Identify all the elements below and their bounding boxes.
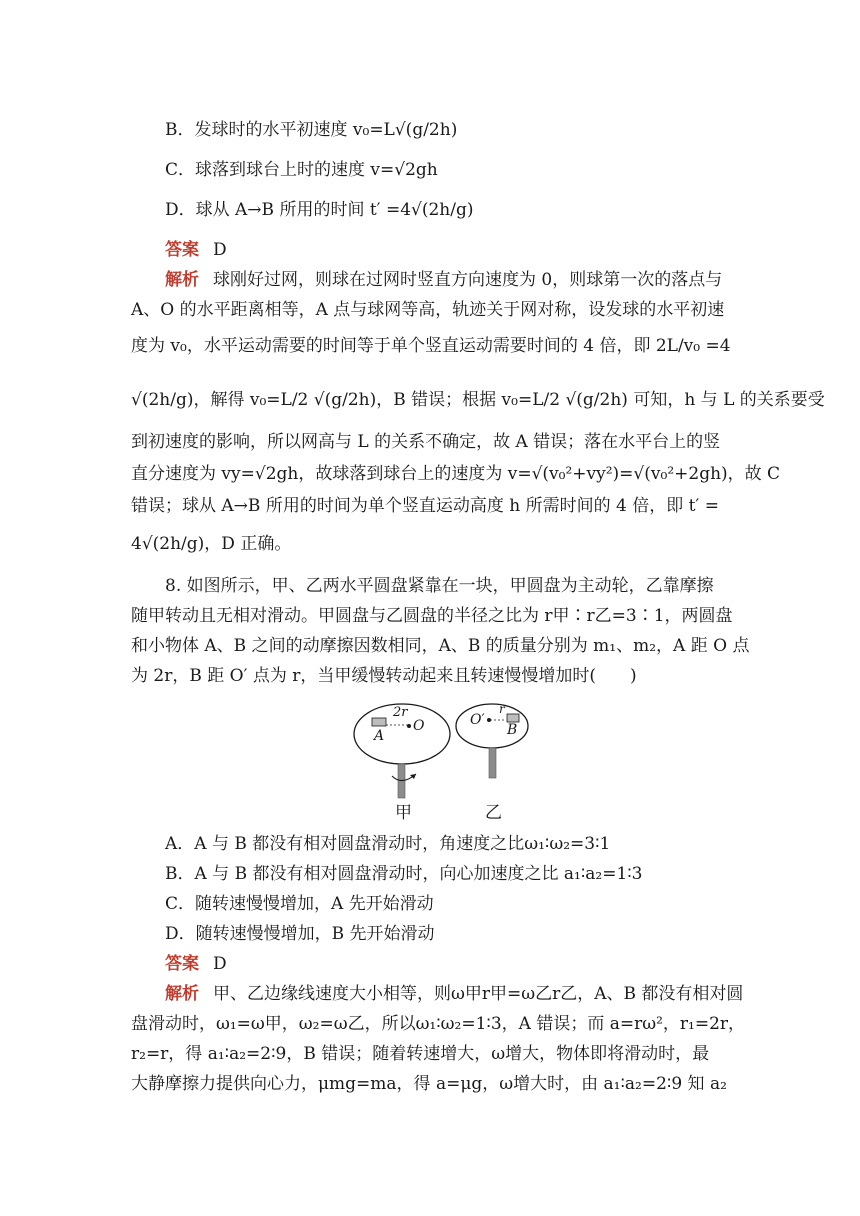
center-o: [407, 724, 411, 728]
answer-label: 答案: [165, 240, 199, 260]
q7-analysis-line-6: 直分速度为 vy=√2gh，故球落到球台上的速度为 v=√(v₀²+vy²)=√(v₀²+2gh)，故 C: [131, 464, 781, 484]
disks-figure: [350, 698, 540, 823]
q8-option-c: C．随转速慢慢增加，A 先开始滑动: [165, 894, 434, 914]
center-o-prime: [487, 718, 491, 722]
q7-option-c: C．球落到球台上时的速度 v=√2gh: [165, 160, 438, 180]
caption-yi: 乙: [485, 803, 502, 823]
analysis-label: 解析: [165, 984, 199, 1004]
q7-analysis-line-3: 度为 v₀，水平运动需要的时间等于单个竖直运动需要时间的 4 倍，即 2L/v₀ =4: [131, 336, 731, 356]
answer-value: D: [213, 240, 227, 260]
q7-answer-row: [165, 238, 227, 262]
disks-diagram: [350, 698, 540, 818]
q8-analysis-line-1: 解析 甲、乙边缘线速度大小相等，则ω甲r甲=ω乙r乙，A、B 都没有相对圆: [165, 984, 744, 1004]
q8-analysis-line-4: 大静摩擦力提供向心力，μmg=ma，得 a=μg，ω增大时，由 a₁∶a₂=2∶9 知 a₂: [131, 1074, 727, 1094]
q7-option-b: B．发球时的水平初速度 v₀=L√(g/2h): [165, 120, 458, 140]
q7-analysis-line-7: 错误；球从 A→B 所用的时间为单个竖直运动高度 h 所需时间的 4 倍，即 t′ =: [131, 496, 719, 516]
block-a: [372, 718, 386, 726]
q7-analysis-line-8: 4√(2h/g)，D 正确。: [131, 534, 292, 554]
answer-value: D: [213, 954, 227, 974]
q8-option-a: A．A 与 B 都没有相对圆盘滑动时，角速度之比ω₁∶ω₂=3∶1: [165, 834, 611, 854]
q8-option-b: B．A 与 B 都没有相对圆盘滑动时，向心加速度之比 a₁∶a₂=1∶3: [165, 864, 643, 884]
q8-stem-line-1: 8. 如图所示，甲、乙两水平圆盘紧靠在一块，甲圆盘为主动轮，乙靠摩擦: [165, 576, 714, 596]
q8-option-d: D．随转速慢慢增加，B 先开始滑动: [165, 924, 435, 944]
caption-jia: 甲: [395, 803, 412, 823]
q7-analysis-line-5: 到初速度的影响，所以网高与 L 的关系不确定，故 A 错误；落在水平台上的竖: [131, 432, 721, 452]
q7-analysis-line-1: 解析 球刚好过网，则球在过网时竖直方向速度为 0，则球第一次的落点与: [165, 270, 723, 290]
q8-stem-line-2: 随甲转动且无相对滑动。甲圆盘与乙圆盘的半径之比为 r甲∶r乙=3∶1，两圆盘: [131, 606, 733, 626]
label-r: r: [499, 702, 505, 716]
q8-answer-row: [165, 952, 227, 976]
answer-label: 答案: [165, 954, 199, 974]
q8-analysis-line-3: r₂=r，得 a₁∶a₂=2∶9，B 错误；随着转速增大，ω增大，物体即将滑动时，最: [131, 1044, 710, 1064]
label-a: A: [374, 728, 385, 744]
q8-stem-line-3: 和小物体 A、B 之间的动摩擦因数相同，A、B 的质量分别为 m₁、m₂，A 距 O 点: [131, 636, 750, 656]
label-o-prime: O′: [470, 712, 485, 728]
q7-analysis-line-4: √(2h/g)，解得 v₀=L/2 √(g/2h)，B 错误；根据 v₀=L/2 √(g/2h) 可知，h 与 L 的关系要受: [131, 390, 825, 410]
q7-analysis-line-2: A、O 的水平距离相等，A 点与球网等高，轨迹关于网对称，设发球的水平初速: [131, 300, 725, 320]
q8-analysis-line-2: 盘滑动时，ω₁=ω甲，ω₂=ω乙，所以ω₁∶ω₂=1∶3，A 错误；而 a=rω²，r₁=2r，: [131, 1014, 746, 1034]
q7-option-d: D．球从 A→B 所用的时间 t′ =4√(2h/g): [165, 200, 474, 220]
label-b: B: [507, 722, 518, 738]
axle-yi: [489, 748, 496, 778]
analysis-label: 解析: [165, 270, 199, 290]
label-2r: 2r: [393, 705, 408, 720]
label-o: O: [413, 718, 425, 734]
q8-stem-line-4: 为 2r，B 距 O′ 点为 r，当甲缓慢转动起来且转速慢慢增加时( ): [131, 666, 637, 686]
block-b: [507, 714, 519, 722]
